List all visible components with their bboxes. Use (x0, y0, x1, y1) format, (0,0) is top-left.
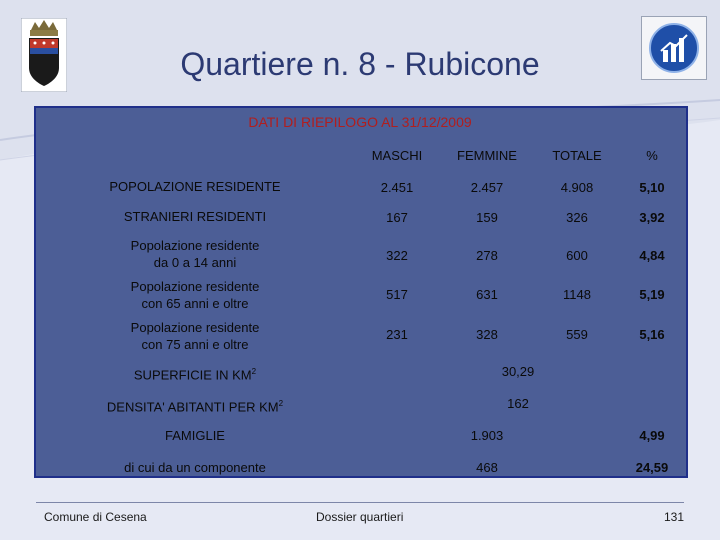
famiglie-value: 1.903 (470, 428, 504, 443)
footer-page-number: 131 (663, 510, 684, 524)
densita-label (60, 396, 330, 415)
table-cell-totale: 326 (566, 210, 588, 225)
superficie-label-text: SUPERFICIE IN KM (133, 367, 252, 383)
famiglie-percent: 4,99 (639, 428, 665, 443)
row-label: STRANIERI RESIDENTI (123, 209, 267, 224)
table-cell-femmine: 278 (476, 248, 498, 263)
famiglie-uno-percent: 24,59 (635, 460, 669, 475)
famiglie-uno-value: 468 (476, 460, 498, 475)
table-cell-totale: 559 (566, 327, 588, 342)
row-label-line1: Popolazione residente (130, 238, 260, 253)
page-title: Quartiere n. 8 - Rubicone (180, 46, 540, 82)
superficie-label-sup: 2 (251, 367, 257, 376)
footer-divider (36, 502, 684, 503)
table-cell-percent: 3,92 (639, 210, 665, 225)
table-cell-femmine: 159 (476, 210, 498, 225)
footer-organization: Comune di Cesena (44, 510, 147, 524)
table-cell-percent: 5,19 (639, 287, 665, 302)
row-label: POPOLAZIONE RESIDENTE (109, 179, 281, 194)
row-label-line2: con 65 anni e oltre (141, 296, 249, 311)
table-cell-maschi: 2.451 (380, 180, 414, 195)
superficie-label (100, 364, 290, 383)
table-cell-percent: 4,84 (639, 248, 665, 263)
column-header-totale: TOTALE (552, 148, 602, 163)
table-cell-percent: 5,10 (639, 180, 665, 195)
densita-label-sup: 2 (278, 399, 284, 408)
column-header-percent: % (646, 148, 658, 163)
footer-document-title: Dossier quartieri (316, 510, 404, 524)
table-cell-maschi: 322 (386, 248, 408, 263)
row-label-line2: da 0 a 14 anni (153, 255, 237, 270)
table-cell-totale: 1148 (563, 287, 591, 302)
table-cell-femmine: 328 (476, 327, 498, 342)
densita-label-text: DENSITA' ABITANTI PER KM (106, 399, 279, 415)
table-subtitle: DATI DI RIEPILOGO AL 31/12/2009 (248, 114, 472, 130)
superficie-value: 30,29 (501, 364, 535, 379)
table-cell-maschi: 167 (386, 210, 408, 225)
famiglie-label: FAMIGLIE (165, 428, 225, 443)
table-cell-maschi: 517 (386, 287, 408, 302)
table-cell-femmine: 2.457 (470, 180, 504, 195)
densita-value: 162 (507, 396, 529, 411)
row-label-line2: con 75 anni e oltre (141, 337, 249, 352)
row-label-line1: Popolazione residente (130, 320, 260, 335)
column-header-femmine: FEMMINE (457, 148, 517, 163)
table-cell-maschi: 231 (386, 327, 408, 342)
table-cell-totale: 600 (566, 248, 588, 263)
table-cell-totale: 4.908 (560, 180, 594, 195)
table-cell-percent: 5,16 (639, 327, 665, 342)
column-header-maschi: MASCHI (371, 148, 423, 163)
famiglie-uno-label: di cui da un componente (124, 460, 266, 475)
table-cell-femmine: 631 (476, 287, 498, 302)
row-label-line1: Popolazione residente (130, 279, 260, 294)
